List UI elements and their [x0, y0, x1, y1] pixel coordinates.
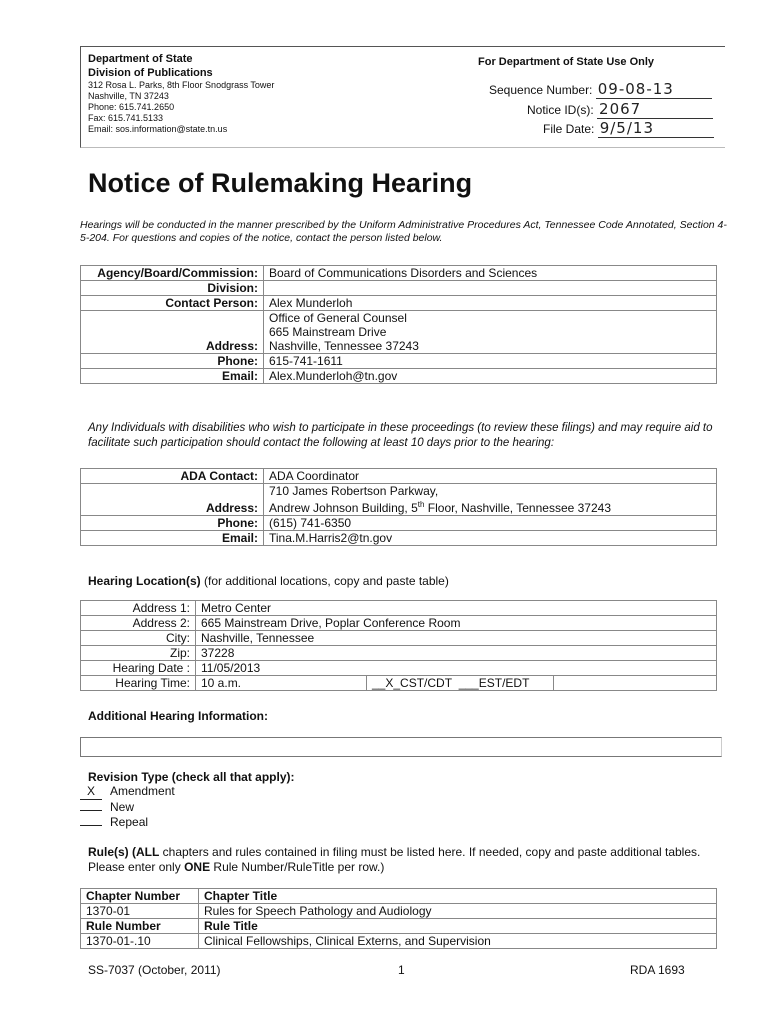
rules-intro-b: chapters and rules contained in filing must be listed here. If needed, copy and paste additional tables. Please enter only [88, 845, 701, 874]
notice-row [527, 100, 717, 119]
phone-label: Phone: [81, 354, 264, 369]
rules-intro-c: Rule Number/RuleTitle per row.) [210, 860, 385, 874]
contact-label: Contact Person: [81, 296, 264, 311]
contact-value: Alex Munderloh [264, 296, 717, 311]
page-number: 1 [398, 963, 405, 977]
phone-line: Phone: 615.741.2650 [88, 102, 175, 112]
new-label: New [110, 800, 135, 814]
ada-phone-label: Phone: [81, 516, 264, 531]
rule-title-value: Clinical Fellowships, Clinical Externs, and Supervision [199, 934, 717, 949]
ada-address-line-2 [269, 498, 711, 515]
dept-name: Department of State [88, 53, 193, 65]
use-only-label: For Department of State Use Only [478, 56, 655, 68]
hearing-table [80, 600, 717, 691]
timezone-est: ___EST/EDT [458, 676, 530, 690]
ada-table [80, 468, 717, 546]
ada-address-line-2-pre: Andrew Johnson Building, 5 [269, 501, 418, 515]
timezone-cst: __X_CST/CDT [372, 676, 453, 690]
ada-address-value [264, 484, 717, 516]
repeal-checkmark [80, 825, 102, 826]
file-date-value: 9/5/13 [598, 119, 714, 138]
agency-value: Board of Communications Disorders and Sciences [264, 266, 717, 281]
address-value [264, 311, 717, 354]
rule-title-label: Rule Title [199, 919, 717, 934]
rules-intro-a: Rule(s) ( [88, 845, 136, 859]
address-value-line-2: 665 Mainstream Drive [269, 325, 387, 339]
file-date-row [543, 119, 718, 138]
revision-list [80, 784, 175, 830]
ada-contact-value: ADA Coordinator [264, 469, 717, 484]
address-line-2: Nashville, TN 37243 [88, 91, 169, 101]
ada-email-label: Email: [81, 531, 264, 546]
sequence-value: 09-08-13 [596, 80, 712, 99]
sequence-label: Sequence Number: [489, 83, 593, 97]
chapter-title-value: Rules for Speech Pathology and Audiology [199, 904, 717, 919]
email-line: Email: sos.information@state.tn.us [88, 124, 228, 134]
agency-label: Agency/Board/Commission: [81, 266, 264, 281]
revision-heading: Revision Type (check all that apply): [88, 770, 295, 784]
hearing-timezone [367, 676, 554, 691]
ada-email-value: Tina.M.Harris2@tn.gov [264, 531, 717, 546]
division-value [264, 281, 717, 296]
division-name: Division of Publications [88, 67, 213, 79]
email-label: Email: [81, 369, 264, 384]
ada-address-line-2-post: Floor, Nashville, Tennessee 37243 [424, 501, 611, 515]
agency-table [80, 265, 717, 384]
hearing-city-label: City: [81, 631, 196, 646]
fax-line: Fax: 615.741.5133 [88, 113, 164, 123]
hearing-heading-note: (for additional locations, copy and paste table) [200, 574, 449, 588]
rules-intro-one: ONE [184, 860, 211, 874]
hearing-address1-label: Address 1: [81, 601, 196, 616]
chapter-title-label: Chapter Title [199, 889, 717, 904]
hearing-zip-label: Zip: [81, 646, 196, 661]
rule-number-value: 1370-01-.10 [81, 934, 199, 949]
email-value: Alex.Munderloh@tn.gov [264, 369, 717, 384]
rule-number-label: Rule Number [81, 919, 199, 934]
repeal-label: Repeal [110, 815, 149, 829]
hearing-city-value: Nashville, Tennessee [196, 631, 717, 646]
ada-address-sup: th [417, 500, 425, 509]
ada-contact-label: ADA Contact: [81, 469, 264, 484]
notice-label: Notice ID(s): [527, 103, 594, 117]
division-label: Division: [81, 281, 264, 296]
address-line-1: 312 Rosa L. Parks, 8th Floor Snodgrass Tower [88, 80, 275, 90]
address-value-line-3: Nashville, Tennessee 37243 [269, 339, 419, 353]
additional-info-field [80, 737, 722, 757]
ada-address-label: Address: [81, 484, 264, 516]
address-value-line-1: Office of General Counsel [269, 311, 407, 325]
amendment-label: Amendment [110, 784, 175, 798]
page-title: Notice of Rulemaking Hearing [88, 168, 473, 198]
chapter-number-value: 1370-01 [81, 904, 199, 919]
chapter-number-label: Chapter Number [81, 889, 199, 904]
hearing-time-value: 10 a.m. [196, 676, 367, 691]
ada-phone-value: (615) 741-6350 [264, 516, 717, 531]
additional-heading: Additional Hearing Information: [88, 709, 268, 723]
hearing-heading-title: Hearing Location(s) [88, 574, 201, 588]
intro-text: Hearings will be conducted in the manner prescribed by the Uniform Administrative Procedures Act, Tennessee Code Annotated, Section 4-5-204. For questions and copies of the notice, contact the person listed below. [80, 219, 727, 244]
hearing-time-label: Hearing Time: [81, 676, 196, 691]
rda-number: RDA 1693 [630, 963, 685, 977]
hearing-address2-label: Address 2: [81, 616, 196, 631]
revision-new [80, 800, 175, 815]
notice-value: 2067 [597, 100, 713, 119]
hearing-zip-value: 37228 [196, 646, 717, 661]
rules-intro-all: ALL [136, 845, 160, 859]
hearing-date-value: 11/05/2013 [196, 661, 717, 676]
sender-block [88, 52, 274, 135]
revision-amendment [80, 784, 175, 800]
hearing-address1-value: Metro Center [196, 601, 717, 616]
hearing-time-blank [554, 676, 717, 691]
new-checkmark [80, 810, 102, 811]
ada-address-line-1: 710 James Robertson Parkway, [269, 484, 439, 498]
hearing-date-label: Hearing Date : [81, 661, 196, 676]
hearing-heading [88, 572, 449, 590]
rules-intro [88, 845, 718, 875]
rules-table [80, 888, 717, 949]
address-label: Address: [81, 311, 264, 354]
hearing-address2-value: 665 Mainstream Drive, Poplar Conference Room [196, 616, 717, 631]
amendment-checkmark: X [80, 784, 102, 800]
file-date-label: File Date: [543, 122, 595, 136]
sequence-row [489, 80, 714, 99]
phone-value: 615-741-1611 [264, 354, 717, 369]
revision-repeal [80, 815, 175, 830]
ada-note: Any Individuals with disabilities who wish to participate in these proceedings (to review these filings) and may require aid to facilitate such participation should contact the following at least 10 days prior to the hearing: [88, 422, 713, 449]
form-number: SS-7037 (October, 2011) [88, 963, 221, 977]
